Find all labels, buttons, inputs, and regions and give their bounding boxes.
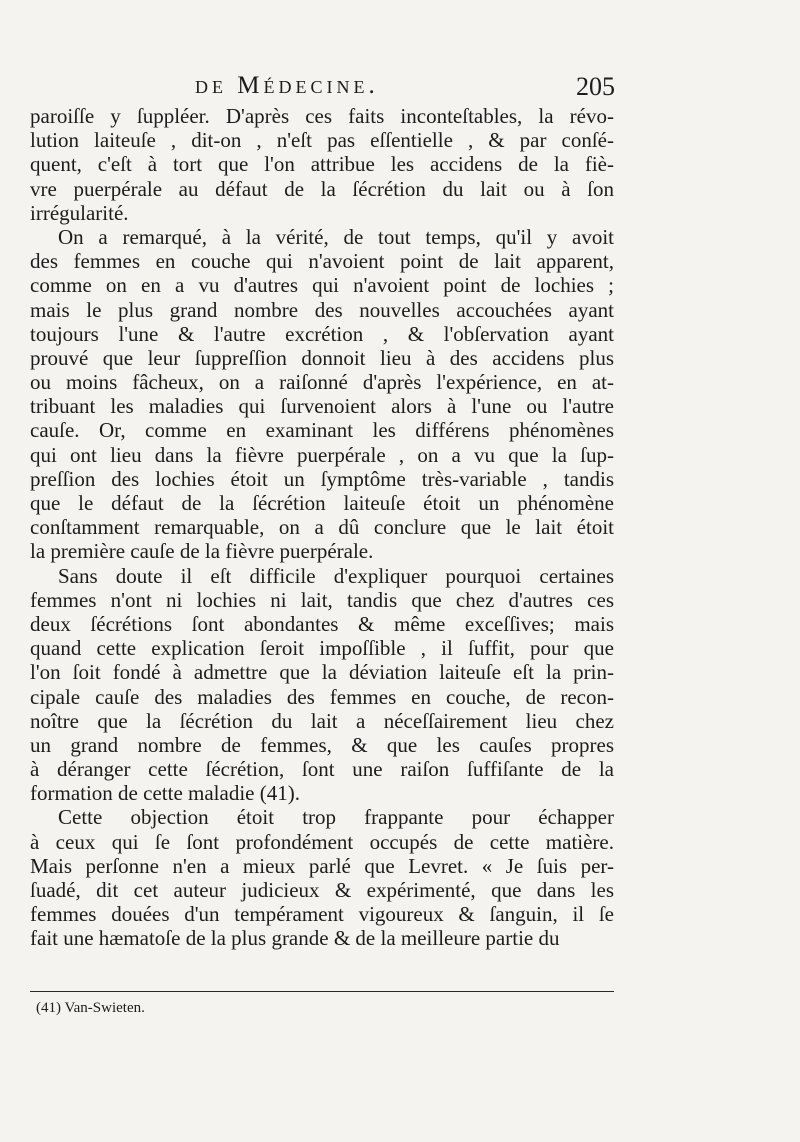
text-line: un grand nombre de femmes, & que les cauſes propres xyxy=(30,732,614,757)
text-line: femmes n'ont ni lochies ni lait, tandis que chez d'autres ces xyxy=(30,587,614,612)
text-line: Cette objection étoit trop frappante pour échapper xyxy=(58,805,614,830)
text-line: cauſe. Or, comme en examinant les différens phénomènes xyxy=(30,418,614,443)
text-line: lution laiteuſe , dit-on , n'eſt pas eſſentielle , & par conſé- xyxy=(30,128,614,153)
text-line: On a remarqué, à la vérité, de tout temps, qu'il y avoit xyxy=(58,224,614,249)
text-line: preſſion des lochies étoit un ſymptôme très-variable , tandis xyxy=(30,466,614,491)
text-line: vre puerpérale au défaut de la ſécrétion du lait ou à ſon xyxy=(30,176,614,201)
text-line: l'on ſoit fondé à admettre que la déviation laiteuſe eſt la prin- xyxy=(30,660,614,685)
footnote: (41) Van-Swieten. xyxy=(36,1000,145,1016)
text-line: à déranger cette ſécrétion, ſont une raiſon ſuffiſante de la xyxy=(30,757,614,782)
text-line: tribuant les maladies qui ſurvenoient alors à l'une ou l'autre xyxy=(30,394,614,419)
body-text xyxy=(30,104,614,951)
text-line: des femmes en couche qui n'avoient point de lait apparent, xyxy=(30,249,614,274)
text-line: noître que la ſécrétion du lait a néceſſairement lieu chez xyxy=(30,708,614,733)
text-line: comme on en a vu d'autres qui n'avoient point de lochies ; xyxy=(30,273,614,298)
text-line: femmes douées d'un tempérament vigoureux & ſanguin, il ſe xyxy=(30,902,614,927)
text-line: Sans doute il eſt difficile d'expliquer pourquoi certaines xyxy=(58,563,614,588)
text-line: Mais perſonne n'en a mieux parlé que Levret. « Je ſuis per- xyxy=(30,853,614,878)
text-line: deux ſécrétions ſont abondantes & même exceſſives; mais xyxy=(30,611,614,636)
text-line: formation de cette maladie (41). xyxy=(30,781,300,806)
running-title: de Médecine. xyxy=(195,72,379,99)
text-line: cipale cauſe des maladies des femmes en couche, de recon- xyxy=(30,684,614,709)
page-number: 205 xyxy=(576,72,615,101)
text-line: que le défaut de la ſécrétion laiteuſe étoit un phénomène xyxy=(30,491,614,515)
text-line: conſtamment remarquable, on a dû conclure que le lait étoit xyxy=(30,515,614,540)
paragraph xyxy=(30,225,614,564)
paragraph xyxy=(30,564,614,806)
text-line: mais le plus grand nombre des nouvelles accouchées ayant xyxy=(30,297,614,322)
text-line: à ceux qui ſe ſont profondément occupés de cette matière. xyxy=(30,829,614,854)
text-line: irrégularité. xyxy=(30,200,129,225)
text-line: prouvé que leur ſuppreſſion donnoit lieu à des accidens plus xyxy=(30,345,614,370)
text-line: fait une hæmatoſe de la plus grande & de la meilleure partie du xyxy=(30,926,560,951)
text-line: qui ont lieu dans la fièvre puerpérale , on a vu que la ſup- xyxy=(30,442,614,467)
page-header xyxy=(195,72,615,106)
text-line: quand cette explication ſeroit impoſſible , il ſuffit, pour que xyxy=(30,636,614,661)
text-line: paroiſſe y ſuppléer. D'après ces faits inconteſtables, la révo- xyxy=(30,104,614,128)
paragraph xyxy=(30,805,614,950)
text-line: ou moins fâcheux, on a raiſonné d'après l'expérience, en at- xyxy=(30,370,614,395)
text-line: toujours l'une & l'autre excrétion , & l'obſervation ayant xyxy=(30,321,614,346)
footnote-rule xyxy=(30,991,614,992)
text-line: quent, c'eſt à tort que l'on attribue les accidens de la fiè- xyxy=(30,152,614,177)
text-line: ſuadé, dit cet auteur judicieux & expérimenté, que dans les xyxy=(30,878,614,902)
text-line: la première cauſe de la fièvre puerpérale. xyxy=(30,539,374,564)
paragraph xyxy=(30,104,614,225)
